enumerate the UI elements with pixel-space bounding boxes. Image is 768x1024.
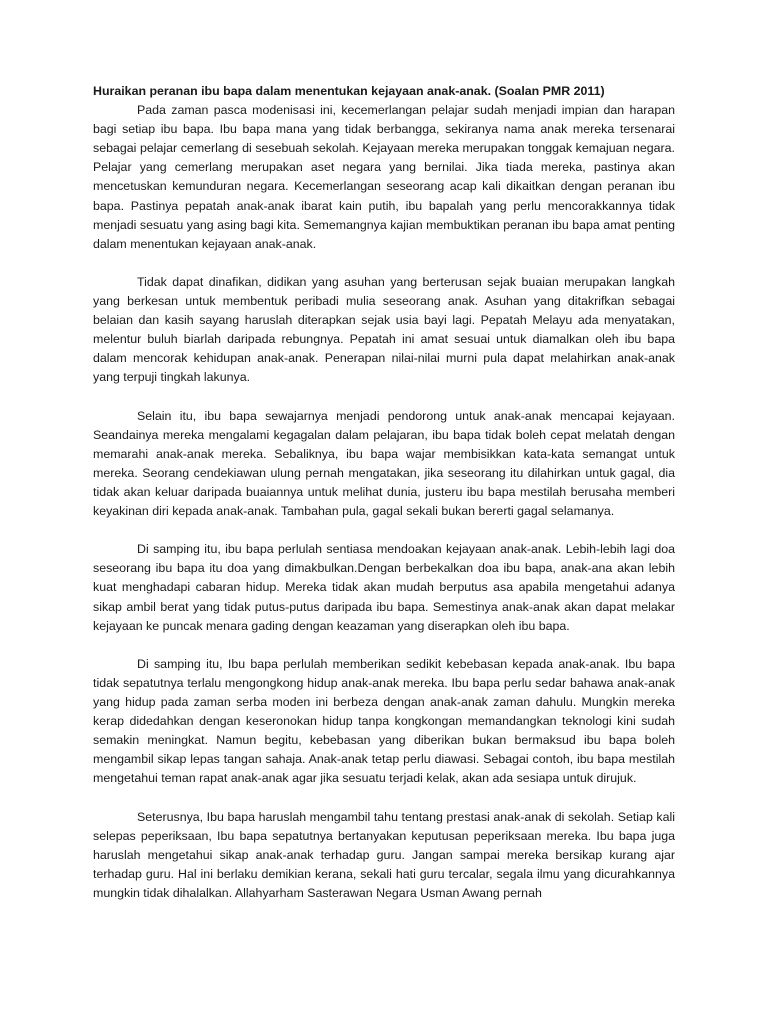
paragraph-freedom: Di samping itu, Ibu bapa perlulah memberikan sedikit kebebasan kepada anak-anak. Ibu bapa tidak sepatutnya terlalu mengongkong hidup anak-anak mereka. Ibu bapa perlu sedar bahawa anak-anak yang hidup pada zaman serba moden ini berbeza dengan anak-anak zaman dahulu. Mungkin mereka kerap didedahkan dengan keseronokan hidup tanpa kongkongan memandangkan teknologi kini sudah semakin meningkat. Namun begitu, kebebasan yang diberikan bukan bermaksud ibu bapa boleh mengambil sikap lepas tangan sahaja. Anak-anak tetap perlu diawasi. Sebagai contoh, ibu bapa mestilah mengetahui teman rapat anak-anak agar jika sesuatu terjadi kelak, akan ada sesiapa untuk dirujuk. bbox=[93, 656, 675, 786]
paragraph-introduction: Pada zaman pasca modenisasi ini, kecemerlangan pelajar sudah menjadi impian dan harapan bagi setiap ibu bapa. Ibu bapa mana yang tidak berbangga, sekiranya nama anak mereka tersenarai sebagai pelajar cemerlang di sesebuah sekolah. Kejayaan mereka merupakan tonggak kemajuan negara. Pelajar yang cemerlang merupakan aset negara yang bernilai. Jika tiada mereka, pastinya akan mencetuskan kemunduran negara. Kecemerlangan seseorang acap kali dikaitkan dengan peranan ibu bapa. Pastinya pepatah anak-anak ibarat kain putih, ibu bapalah yang perlu mencorakkannya tidak menjadi sesuatu yang asing bagi kita. Sememangnya kajian membuktikan peranan ibu bapa amat penting dalam menentukan kejayaan anak-anak. bbox=[93, 103, 675, 251]
essay-title: Huraikan peranan ibu bapa dalam menentukan kejayaan anak-anak. (Soalan PMR 2011) bbox=[93, 84, 605, 98]
paragraph-motivation: Selain itu, ibu bapa sewajarnya menjadi pendorong untuk anak-anak mencapai kejayaan. Seandainya mereka mengalami kegagalan dalam pelajaran, ibu bapa tidak boleh cepat melatah dengan memarahi anak-anak mereka. Sebaliknya, ibu bapa wajar membisikkan kata-kata semangat untuk mereka. Seorang cendekiawan ulung pernah mengatakan, jika seseorang itu dilahirkan untuk gagal, dia tidak akan keluar daripada buaiannya untuk melihat dunia, justeru ibu bapa mestilah berusaha memberi keyakinan diri kepada anak-anak. Tambahan pula, gagal sekali bukan bererti gagal selamanya. bbox=[93, 408, 675, 519]
paragraph-prayer: Di samping itu, ibu bapa perlulah sentiasa mendoakan kejayaan anak-anak. Lebih-lebih lagi doa seseorang ibu bapa itu doa yang dimakbulkan.Dengan berbekalkan doa ibu bapa, anak-ana akan lebih kuat menghadapi cabaran hidup. Mereka tidak akan mudah berputus asa apabila mengetahui adanya sikap ambil berat yang tidak putus-putus daripada ibu bapa. Semestinya anak-anak akan dapat melakar kejayaan ke puncak menara gading dengan keazaman yang diserapkan oleh ibu bapa. bbox=[93, 542, 675, 633]
essay-body bbox=[93, 82, 675, 922]
paragraph-upbringing: Tidak dapat dinafikan, didikan yang asuhan yang berterusan sejak buaian merupakan langkah yang berkesan untuk membentuk peribadi mulia seseorang anak. Asuhan yang ditakrifkan sebagai belaian dan kasih sayang haruslah diterapkan sejak usia bayi lagi. Pepatah Melayu ada menyatakan, melentur buluh biarlah daripada rebungnya. Pepatah ini amat sesuai untuk diamalkan oleh ibu bapa dalam mencorak kehidupan anak-anak. Penerapan nilai-nilai murni pula dapat melahirkan anak-anak yang terpuji tingkah lakunya. bbox=[93, 274, 675, 385]
paragraph-school-performance: Seterusnya, Ibu bapa haruslah mengambil tahu tentang prestasi anak-anak di sekolah. Setiap kali selepas peperiksaan, Ibu bapa sepatutnya bertanyakan keputusan peperiksaan mereka. Ibu bapa juga haruslah mengetahui sikap anak-anak terhadap guru. Jangan sampai mereka bersikap kurang ajar terhadap guru. Hal ini berlaku demikian kerana, sekali hati guru tercalar, segala ilmu yang dicurahkannya mungkin tidak dihalalkan. Allahyarham Sasterawan Negara Usman Awang pernah bbox=[93, 809, 675, 900]
